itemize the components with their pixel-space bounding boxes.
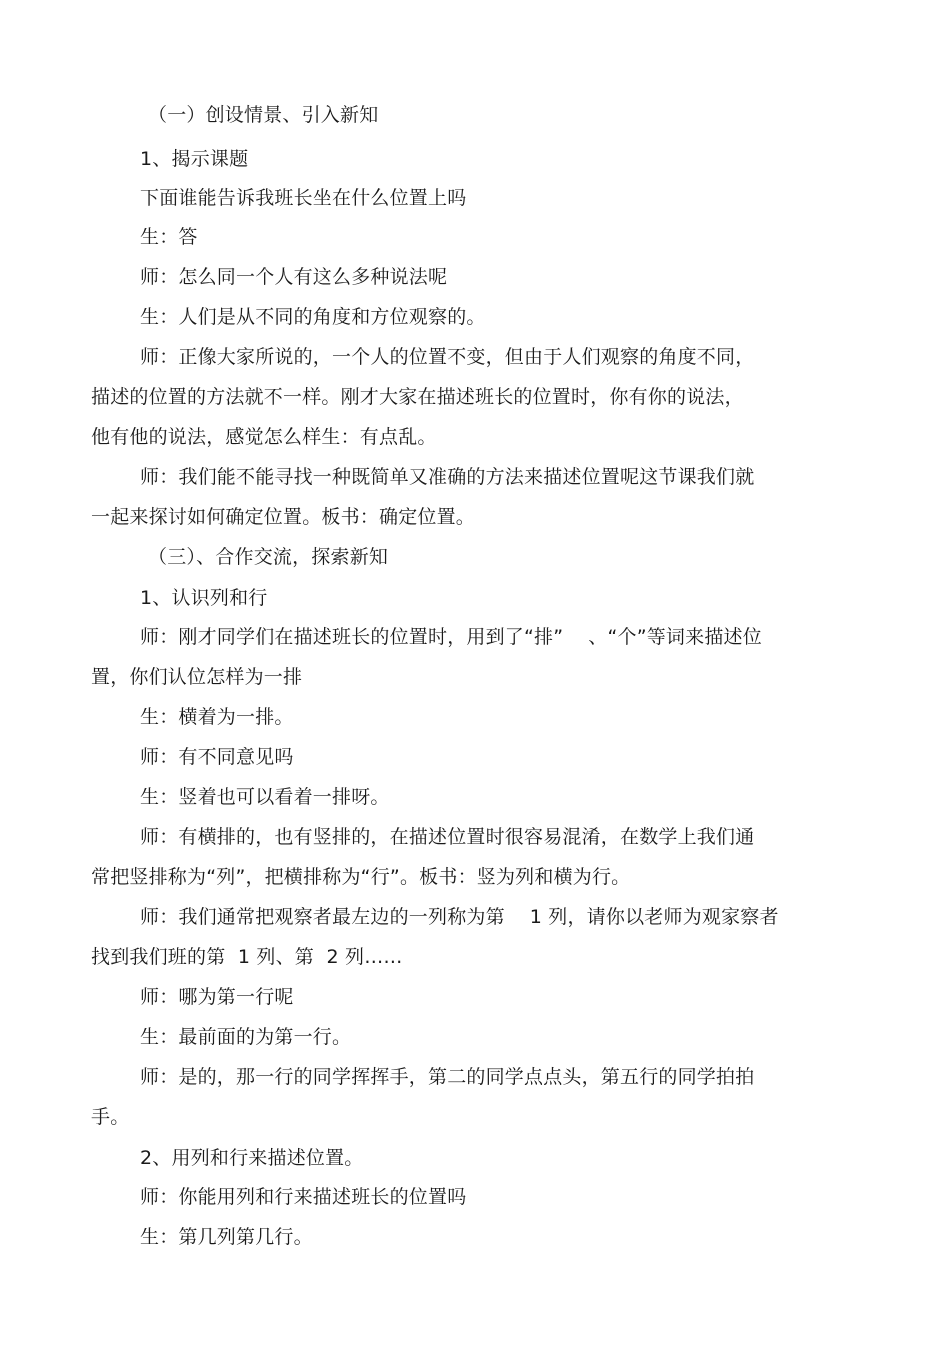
paragraph-line: 他有他的说法，感觉怎么样生：有点乱。 [91, 426, 437, 448]
subheading-rows-columns: 1、认识列和行 [140, 587, 268, 609]
paragraph-line: 找到我们班的第 1 列、第 2 列…… [91, 946, 403, 968]
paragraph-line: 生：最前面的为第一行。 [140, 1026, 352, 1048]
paragraph-line: 师：怎么同一个人有这么多种说法呢 [140, 266, 448, 288]
subheading-describe-position: 2、用列和行来描述位置。 [140, 1147, 364, 1169]
paragraph-line: 师：有不同意见吗 [140, 746, 294, 768]
section-heading-1: （一）创设情景、引入新知 [148, 104, 379, 126]
paragraph-line: 师：正像大家所说的，一个人的位置不变，但由于人们观察的角度不同， [140, 346, 755, 368]
paragraph-line: 手。 [91, 1106, 130, 1128]
subheading-reveal-topic: 1、揭示课题 [140, 148, 249, 170]
paragraph-line: 一起来探讨如何确定位置。板书：确定位置。 [91, 506, 476, 528]
paragraph-line: 描述的位置的方法就不一样。刚才大家在描述班长的位置时，你有你的说法， [91, 386, 744, 408]
paragraph-line: 师：刚才同学们在描述班长的位置时，用到了“排” 、“个”等词来描述位 [140, 626, 762, 648]
paragraph-line: 生：人们是从不同的角度和方位观察的。 [140, 306, 486, 328]
paragraph-line: 生：第几列第几行。 [140, 1226, 313, 1248]
paragraph-line: 师：我们通常把观察者最左边的一列称为第 1 列，请你以老师为观家察者 [140, 906, 779, 928]
paragraph-line: 下面谁能告诉我班长坐在什么位置上吗 [140, 187, 467, 209]
paragraph-line: 生：答 [140, 226, 198, 248]
paragraph-line: 生：横着为一排。 [140, 706, 294, 728]
paragraph-line: 生：竖着也可以看着一排呀。 [140, 786, 390, 808]
paragraph-line: 置，你们认位怎样为一排 [91, 666, 303, 688]
section-heading-3: （三）、合作交流，探索新知 [148, 546, 389, 568]
paragraph-line: 师：哪为第一行呢 [140, 986, 294, 1008]
paragraph-line: 师：是的，那一行的同学挥挥手，第二的同学点点头，第五行的同学拍拍 [140, 1066, 755, 1088]
paragraph-line: 师：你能用列和行来描述班长的位置吗 [140, 1186, 467, 1208]
paragraph-line: 师：有横排的，也有竖排的，在描述位置时很容易混淆，在数学上我们通 [140, 826, 755, 848]
paragraph-line: 常把竖排称为“列”，把横排称为“行”。板书：竖为列和横为行。 [91, 866, 631, 888]
paragraph-line: 师：我们能不能寻找一种既简单又准确的方法来描述位置呢这节课我们就 [140, 466, 755, 488]
